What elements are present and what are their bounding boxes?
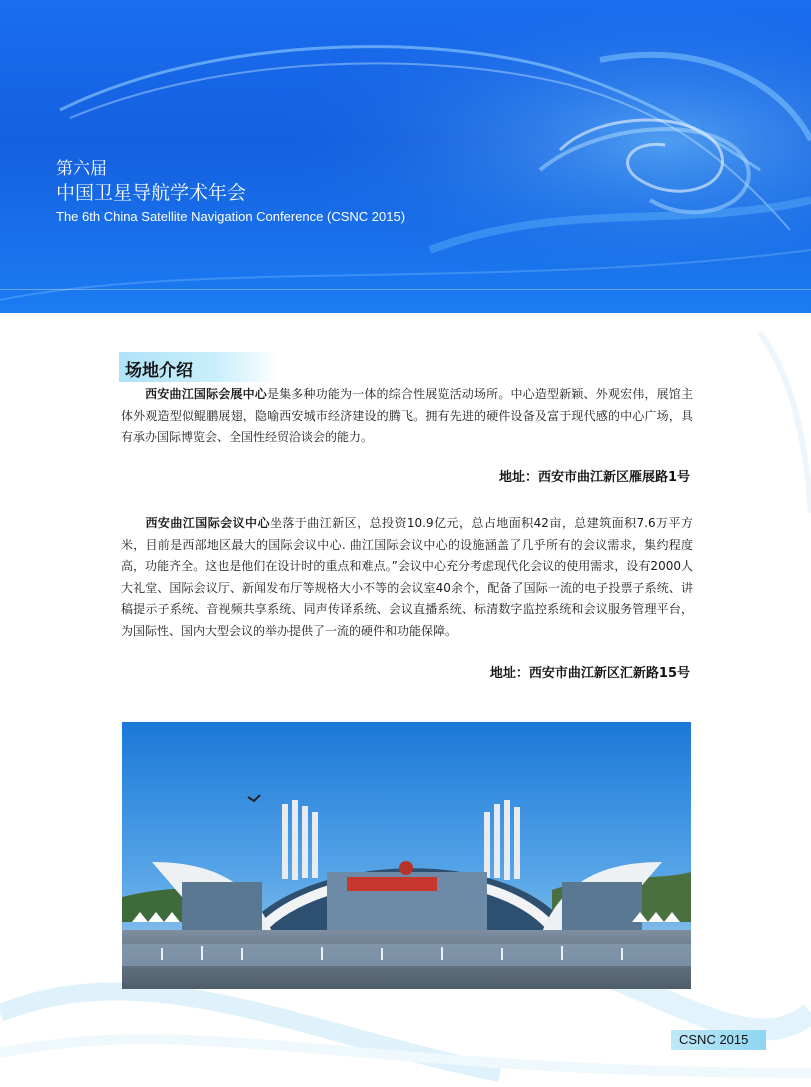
banner-divider [0,289,811,290]
venue-photo [122,722,691,989]
section-heading [119,352,279,382]
footer-tag [671,1030,766,1050]
venue1-paragraph [121,384,693,449]
footer-tag-text: CSNC 2015 [679,1032,749,1047]
decorative-swirl [0,0,811,313]
section-heading-text: 场地介绍 [125,361,193,381]
venue2-description: 坐落于曲江新区，总投资10.9亿元，总占地面积42亩，总建筑面积7.6万平方米，目前是西部地区最大的国际会议中心. 曲江国际会议中心的设施涵盖了几乎所有的会议需求，集约程度高，功能齐全。这也是他们在设计时的重点和难点。”会议中心充分考虑现代化会议的使用需求，设有2000人大礼堂、国际会议厅、新闻发布厅等规格大小不等的会议室40余个，配备了国际一流的电子投票子系统、讲稿提示子系统、音视频共享系统、同声传译系统、会议直播系统、标清数字监控系统和会议服务管理平台，为国际性、国内大型会议的举办提供了一流的硬件和功能保障。 [121,516,693,638]
conference-title-en: The 6th China Satellite Navigation Conference (CSNC 2015) [56,209,406,224]
conference-title-cn: 中国卫星导航学术年会 [56,182,247,204]
venue2-name: 西安曲江国际会议中心 [145,516,270,530]
venue2-paragraph [121,513,693,642]
edition-label: 第六届 [56,159,107,179]
venue1-address: 地址：西安市曲江新区雁展路1号 [498,470,690,485]
venue1-description: 是集多种功能为一体的综合性展览活动场所。中心造型新颖、外观宏伟，展馆主体外观造型似鲲鹏展翅，隐喻西安城市经济建设的腾飞。拥有先进的硬件设备及富于现代感的中心广场，具有承办国际博览会、全国性经贸洽谈会的能力。 [121,387,693,444]
venue2-address: 地址：西安市曲江新区汇新路15号 [489,666,690,681]
banner-title-block [56,158,405,226]
header-banner [0,0,811,313]
venue1-name: 西安曲江国际会展中心 [145,387,267,401]
